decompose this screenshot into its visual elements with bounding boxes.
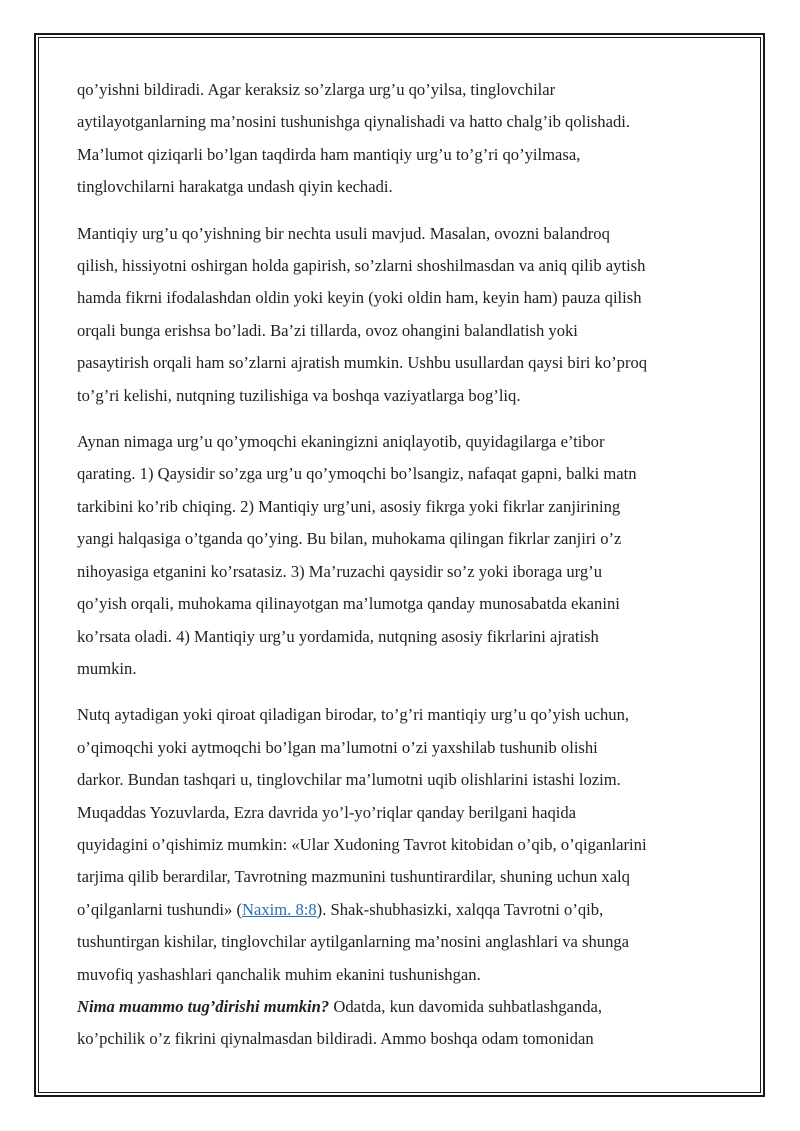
text-fragment: ). Shak-shubhasizki, xalqqa Tavrotni o’qib,	[316, 899, 604, 919]
text-line: tarkibini ko’rib chiqing. 2) Mantiqiy urg’uni, asosiy fikrga yoki fikrlar zanjirining	[77, 496, 621, 516]
text-line: darkor. Bundan tashqari u, tinglovchilar ma’lumotni uqib olishlarini istashi lozim.	[77, 770, 621, 790]
text-line: tushuntirgan kishilar, tinglovchilar aytilganlarning ma’nosini anglashlari va shunga	[77, 932, 630, 952]
text-line: muvofiq yashashlari qanchalik muhim ekanini tushunishgan.	[77, 964, 481, 984]
text-line: nihoyasiga etganini ko’rsatasiz. 3) Ma’ruzachi qaysidir so’z yoki iboraga urg’u	[77, 561, 603, 581]
text-line: quyidagini o’qishimiz mumkin: «Ular Xudoning Tavrot kitobidan o’qib, o’qiganlarini	[77, 834, 647, 854]
text-line: mumkin.	[77, 658, 137, 678]
text-line: pasaytirish orqali ham so’zlarni ajratish mumkin. Ushbu usullardan qaysi biri ko’proq	[77, 353, 648, 373]
paragraph-4	[77, 699, 732, 991]
text-line-with-reference	[77, 894, 732, 926]
text-line: ko’rsata oladi. 4) Mantiqiy urg’u yordamida, nutqning asosiy fikrlarini ajratish	[77, 626, 599, 646]
paragraph-1	[77, 74, 732, 204]
text-line: tinglovchilarni harakatga undash qiyin kechadi.	[77, 177, 393, 197]
text-line: Ma’lumot qiziqarli bo’lgan taqdirda ham mantiqiy urg’u to’g’ri qo’yilmasa,	[77, 144, 581, 164]
paragraph-2	[77, 218, 732, 412]
section-heading: Nima muammo tug’dirishi mumkin?	[77, 996, 330, 1016]
text-line: yangi halqasiga o’tganda qo’ying. Bu bilan, muhokama qilingan fikrlar zanjiri o’z	[77, 529, 622, 549]
paragraph-5	[77, 991, 732, 1056]
text-line: qilish, hissiyotni oshirgan holda gapirish, so’zlarni shoshilmasdan va aniq qilib aytish	[77, 256, 646, 276]
text-line: Muqaddas Yozuvlarda, Ezra davrida yo’l-yo’riqlar qanday berilgani haqida	[77, 802, 577, 822]
text-line: to’g’ri kelishi, nutqning tuzilishiga va boshqa vaziyatlarga bog’liq.	[77, 385, 521, 405]
scripture-reference-link[interactable]: Naxim. 8:8	[242, 899, 317, 919]
text-line: Nutq aytadigan yoki qiroat qiladigan birodar, to’g’ri mantiqiy urg’u qo’yish uchun,	[77, 705, 630, 725]
text-line: o’qimoqchi yoki aytmoqchi bo’lgan ma’lumotni o’zi yaxshilab tushunib olishi	[77, 737, 598, 757]
text-line: qarating. 1) Qaysidir so’zga urg’u qo’ymoqchi bo’lsangiz, nafaqat gapni, balki matn	[77, 464, 637, 484]
paragraph-3	[77, 426, 732, 685]
text-line: qo’yishni bildiradi. Agar keraksiz so’zlarga urg’u qo’yilsa, tinglovchilar	[77, 80, 556, 99]
text-fragment: Odatda, kun davomida suhbatlashganda,	[329, 996, 603, 1016]
text-line: hamda fikrni ifodalashdan oldin yoki keyin (yoki oldin ham, keyin ham) pauza qilish	[77, 288, 642, 308]
text-fragment: o’qilganlarni tushundi» (	[77, 899, 242, 919]
text-line: qo’yish orqali, muhokama qilinayotgan ma’lumotga qanday munosabatda ekanini	[77, 594, 620, 614]
document-body	[77, 74, 732, 1056]
text-line-with-heading	[77, 991, 732, 1023]
text-line: orqali bunga erishsa bo’ladi. Ba’zi tillarda, ovoz ohangini balandlatish yoki	[77, 320, 578, 340]
text-line: aytilayotganlarning ma’nosini tushunishga qiynalishadi va hatto chalg’ib qolishadi.	[77, 112, 631, 132]
text-line: Mantiqiy urg’u qo’yishning bir nechta usuli mavjud. Masalan, ovozni balandroq	[77, 223, 610, 243]
text-line: tarjima qilib berardilar, Tavrotning mazmunini tushuntirardilar, shuning uchun xalq	[77, 867, 630, 887]
text-line: ko’pchilik o’z fikrini qiynalmasdan bildiradi. Ammo boshqa odam tomonidan	[77, 1029, 594, 1049]
text-line: Aynan nimaga urg’u qo’ymoqchi ekaningizni aniqlayotib, quyidagilarga e’tibor	[77, 432, 605, 452]
